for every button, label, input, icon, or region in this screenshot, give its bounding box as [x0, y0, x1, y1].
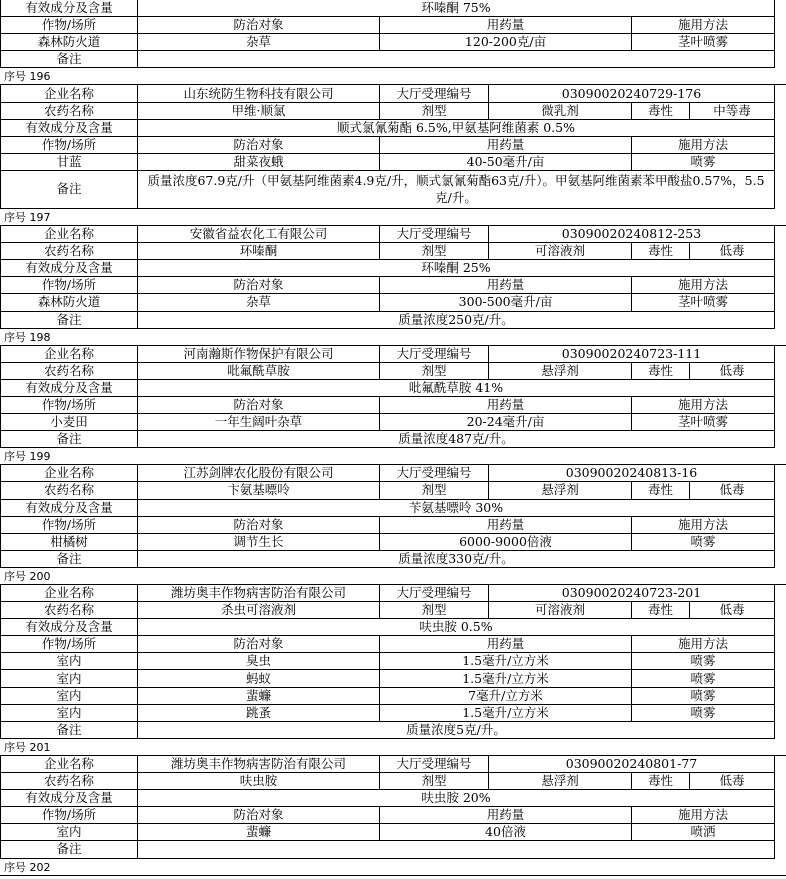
pesticide-value: 吡氟酰草胺 [138, 363, 380, 380]
target-label: 防治对象 [138, 277, 380, 294]
ingredient-value: 呋虫胺 0.5% [138, 619, 775, 636]
crop-label: 作物/场所 [0, 277, 138, 294]
hall-no-label: 大厅受理编号 [380, 585, 489, 602]
hall-no-value: 03090020240813-16 [489, 465, 775, 482]
pesticide-row [0, 482, 786, 499]
remark-row [0, 431, 786, 448]
toxicity-value: 中等毒 [690, 103, 775, 120]
crop-value: 甘蓝 [0, 154, 138, 171]
pesticide-row [0, 243, 786, 260]
crop-value: 室内 [0, 653, 138, 670]
method-label: 施用方法 [632, 636, 775, 653]
formulation-value: 悬浮剂 [489, 773, 632, 790]
crop-header-row [0, 17, 786, 34]
sequence-number: 序号 196 [0, 68, 786, 85]
ingredient-row [0, 619, 786, 636]
dosage-label: 用药量 [380, 277, 632, 294]
crop-header-row [0, 517, 786, 534]
target-value: 甜菜夜蛾 [138, 154, 380, 171]
sequence-number: 序号 197 [0, 209, 786, 226]
target-value: 臭虫 [138, 653, 380, 670]
usage-row [0, 34, 786, 51]
remark-value: 质量浓度5克/升。 [138, 722, 775, 739]
company-value: 河南瀚斯作物保护有限公司 [138, 346, 380, 363]
pesticide-label: 农药名称 [0, 363, 138, 380]
target-value: 蚂蚁 [138, 670, 380, 687]
hall-no-label: 大厅受理编号 [380, 465, 489, 482]
method-value: 喷雾 [632, 688, 775, 705]
company-value: 潍坊奥丰作物病害防治有限公司 [138, 585, 380, 602]
formulation-label: 剂型 [380, 363, 489, 380]
remark-label: 备注 [0, 431, 138, 448]
target-label: 防治对象 [138, 17, 380, 34]
hall-no-value: 03090020240723-111 [489, 346, 775, 363]
ingredient-label: 有效成分及含量 [0, 500, 138, 517]
method-label: 施用方法 [632, 807, 775, 824]
dosage-value: 6000-9000倍液 [380, 534, 632, 551]
pesticide-row [0, 602, 786, 619]
dosage-value: 7毫升/立方米 [380, 688, 632, 705]
remark-value: 质量浓度67.9克/升（甲氨基阿维菌素4.9克/升，顺式氯氰菊酯63克/升）。甲氨基阿维菌素苯甲酸盐0.57%，5.5克/升。 [138, 171, 775, 209]
remark-label: 备注 [0, 171, 138, 209]
formulation-value: 悬浮剂 [489, 482, 632, 499]
dosage-label: 用药量 [380, 17, 632, 34]
crop-header-row [0, 807, 786, 824]
crop-value: 室内 [0, 688, 138, 705]
method-label: 施用方法 [632, 17, 775, 34]
toxicity-value: 低毒 [690, 773, 775, 790]
remark-label: 备注 [0, 551, 138, 568]
sequence-number: 序号 201 [0, 739, 786, 756]
hall-no-label: 大厅受理编号 [380, 346, 489, 363]
remark-row [0, 722, 786, 739]
method-value: 茎叶喷雾 [632, 34, 775, 51]
method-label: 施用方法 [632, 137, 775, 154]
dosage-label: 用药量 [380, 137, 632, 154]
usage-row [0, 705, 786, 722]
company-label: 企业名称 [0, 346, 138, 363]
company-row [0, 465, 786, 482]
toxicity-label: 毒性 [632, 363, 690, 380]
usage-row [0, 414, 786, 431]
method-value: 茎叶喷雾 [632, 294, 775, 311]
dosage-value: 1.5毫升/立方米 [380, 705, 632, 722]
pesticide-label: 农药名称 [0, 773, 138, 790]
remark-label: 备注 [0, 722, 138, 739]
ingredient-row [0, 790, 786, 807]
toxicity-label: 毒性 [632, 103, 690, 120]
company-value: 潍坊奥丰作物病害防治有限公司 [138, 756, 380, 773]
target-value: 杂草 [138, 34, 380, 51]
formulation-label: 剂型 [380, 773, 489, 790]
method-label: 施用方法 [632, 517, 775, 534]
company-label: 企业名称 [0, 465, 138, 482]
company-label: 企业名称 [0, 226, 138, 243]
ingredient-row [0, 0, 786, 17]
usage-row [0, 154, 786, 171]
toxicity-label: 毒性 [632, 243, 690, 260]
method-value: 茎叶喷雾 [632, 414, 775, 431]
usage-row [0, 688, 786, 705]
formulation-value: 悬浮剂 [489, 363, 632, 380]
company-value: 山东统防生物科技有限公司 [138, 85, 380, 102]
remark-row [0, 51, 786, 68]
remark-label: 备注 [0, 51, 138, 68]
toxicity-label: 毒性 [632, 602, 690, 619]
toxicity-value: 低毒 [690, 602, 775, 619]
ingredient-row [0, 500, 786, 517]
toxicity-value: 低毒 [690, 363, 775, 380]
crop-label: 作物/场所 [0, 137, 138, 154]
pesticide-label: 农药名称 [0, 243, 138, 260]
sequence-number: 序号 202 [0, 859, 786, 876]
dosage-label: 用药量 [380, 517, 632, 534]
toxicity-label: 毒性 [632, 773, 690, 790]
pesticide-value: 甲维·顺氯 [138, 103, 380, 120]
method-value: 喷雾 [632, 154, 775, 171]
crop-label: 作物/场所 [0, 397, 138, 414]
formulation-label: 剂型 [380, 103, 489, 120]
crop-label: 作物/场所 [0, 807, 138, 824]
remark-label: 备注 [0, 312, 138, 329]
hall-no-label: 大厅受理编号 [380, 85, 489, 102]
remark-value: 质量浓度250克/升。 [138, 312, 775, 329]
remark-value [138, 841, 775, 858]
company-row [0, 346, 786, 363]
target-value: 调节生长 [138, 534, 380, 551]
toxicity-value: 低毒 [690, 243, 775, 260]
ingredient-label: 有效成分及含量 [0, 380, 138, 397]
method-label: 施用方法 [632, 397, 775, 414]
ingredient-value: 苄氨基嘌呤 30% [138, 500, 775, 517]
company-label: 企业名称 [0, 85, 138, 102]
company-label: 企业名称 [0, 756, 138, 773]
dosage-value: 1.5毫升/立方米 [380, 653, 632, 670]
target-label: 防治对象 [138, 636, 380, 653]
dosage-value: 20-24毫升/亩 [380, 414, 632, 431]
crop-value: 柑橘树 [0, 534, 138, 551]
pesticide-value: 卞氨基嘌呤 [138, 482, 380, 499]
ingredient-label: 有效成分及含量 [0, 790, 138, 807]
toxicity-value: 低毒 [690, 482, 775, 499]
dosage-value: 1.5毫升/立方米 [380, 670, 632, 687]
remark-row [0, 312, 786, 329]
pesticide-label: 农药名称 [0, 103, 138, 120]
pesticide-label: 农药名称 [0, 602, 138, 619]
sequence-number: 序号 199 [0, 448, 786, 465]
crop-header-row [0, 277, 786, 294]
crop-header-row [0, 137, 786, 154]
ingredient-value: 环嗪酮 75% [138, 0, 775, 17]
usage-row [0, 653, 786, 670]
dosage-value: 40-50毫升/亩 [380, 154, 632, 171]
remark-value: 质量浓度487克/升。 [138, 431, 775, 448]
ingredient-value: 呋虫胺 20% [138, 790, 775, 807]
crop-value: 室内 [0, 670, 138, 687]
method-value: 喷雾 [632, 670, 775, 687]
ingredient-value: 环嗪酮 25% [138, 260, 775, 277]
company-row [0, 226, 786, 243]
dosage-label: 用药量 [380, 636, 632, 653]
ingredient-label: 有效成分及含量 [0, 260, 138, 277]
formulation-label: 剂型 [380, 602, 489, 619]
ingredient-row [0, 120, 786, 137]
formulation-value: 可溶液剂 [489, 602, 632, 619]
target-label: 防治对象 [138, 517, 380, 534]
pesticide-row [0, 773, 786, 790]
hall-no-label: 大厅受理编号 [380, 756, 489, 773]
target-label: 防治对象 [138, 397, 380, 414]
crop-label: 作物/场所 [0, 17, 138, 34]
usage-row [0, 534, 786, 551]
remark-value [138, 51, 775, 68]
dosage-value: 120-200克/亩 [380, 34, 632, 51]
pesticide-row [0, 103, 786, 120]
ingredient-label: 有效成分及含量 [0, 619, 138, 636]
crop-header-row [0, 636, 786, 653]
ingredient-value: 吡氟酰草胺 41% [138, 380, 775, 397]
pesticide-row [0, 363, 786, 380]
crop-header-row [0, 397, 786, 414]
method-value: 喷雾 [632, 534, 775, 551]
pesticide-label: 农药名称 [0, 482, 138, 499]
method-value: 喷雾 [632, 705, 775, 722]
hall-no-value: 03090020240812-253 [489, 226, 775, 243]
company-row [0, 85, 786, 102]
sequence-number: 序号 200 [0, 568, 786, 585]
target-label: 防治对象 [138, 137, 380, 154]
sequence-number: 序号 198 [0, 329, 786, 346]
remark-row [0, 841, 786, 858]
company-value: 安徽省益农化工有限公司 [138, 226, 380, 243]
crop-value: 森林防火道 [0, 294, 138, 311]
pesticide-value: 杀虫可溶液剂 [138, 602, 380, 619]
ingredient-row [0, 260, 786, 277]
remark-row [0, 171, 786, 209]
target-value: 蜚蠊 [138, 688, 380, 705]
target-value: 跳蚤 [138, 705, 380, 722]
remark-value: 质量浓度330克/升。 [138, 551, 775, 568]
ingredient-label: 有效成分及含量 [0, 0, 138, 17]
formulation-value: 微乳剂 [489, 103, 632, 120]
method-label: 施用方法 [632, 277, 775, 294]
crop-value: 室内 [0, 824, 138, 841]
dosage-label: 用药量 [380, 397, 632, 414]
hall-no-value: 03090020240723-201 [489, 585, 775, 602]
crop-value: 森林防火道 [0, 34, 138, 51]
target-label: 防治对象 [138, 807, 380, 824]
remark-row [0, 551, 786, 568]
method-value: 喷雾 [632, 653, 775, 670]
hall-no-value: 03090020240801-77 [489, 756, 775, 773]
usage-row [0, 294, 786, 311]
formulation-label: 剂型 [380, 482, 489, 499]
hall-no-value: 03090020240729-176 [489, 85, 775, 102]
company-label: 企业名称 [0, 585, 138, 602]
target-value: 杂草 [138, 294, 380, 311]
crop-value: 小麦田 [0, 414, 138, 431]
formulation-label: 剂型 [380, 243, 489, 260]
usage-row [0, 670, 786, 687]
pesticide-value: 呋虫胺 [138, 773, 380, 790]
target-value: 一年生阔叶杂草 [138, 414, 380, 431]
target-value: 蜚蠊 [138, 824, 380, 841]
usage-row [0, 824, 786, 841]
dosage-value: 40倍液 [380, 824, 632, 841]
ingredient-value: 顺式氯氰菊酯 6.5%,甲氨基阿维菌素 0.5% [138, 120, 775, 137]
method-value: 喷洒 [632, 824, 775, 841]
company-row [0, 756, 786, 773]
remark-label: 备注 [0, 841, 138, 858]
ingredient-label: 有效成分及含量 [0, 120, 138, 137]
crop-label: 作物/场所 [0, 636, 138, 653]
hall-no-label: 大厅受理编号 [380, 226, 489, 243]
toxicity-label: 毒性 [632, 482, 690, 499]
crop-label: 作物/场所 [0, 517, 138, 534]
crop-value: 室内 [0, 705, 138, 722]
company-value: 江苏剑牌农化股份有限公司 [138, 465, 380, 482]
dosage-label: 用药量 [380, 807, 632, 824]
formulation-value: 可溶液剂 [489, 243, 632, 260]
dosage-value: 300-500毫升/亩 [380, 294, 632, 311]
ingredient-row [0, 380, 786, 397]
pesticide-value: 环嗪酮 [138, 243, 380, 260]
company-row [0, 585, 786, 602]
